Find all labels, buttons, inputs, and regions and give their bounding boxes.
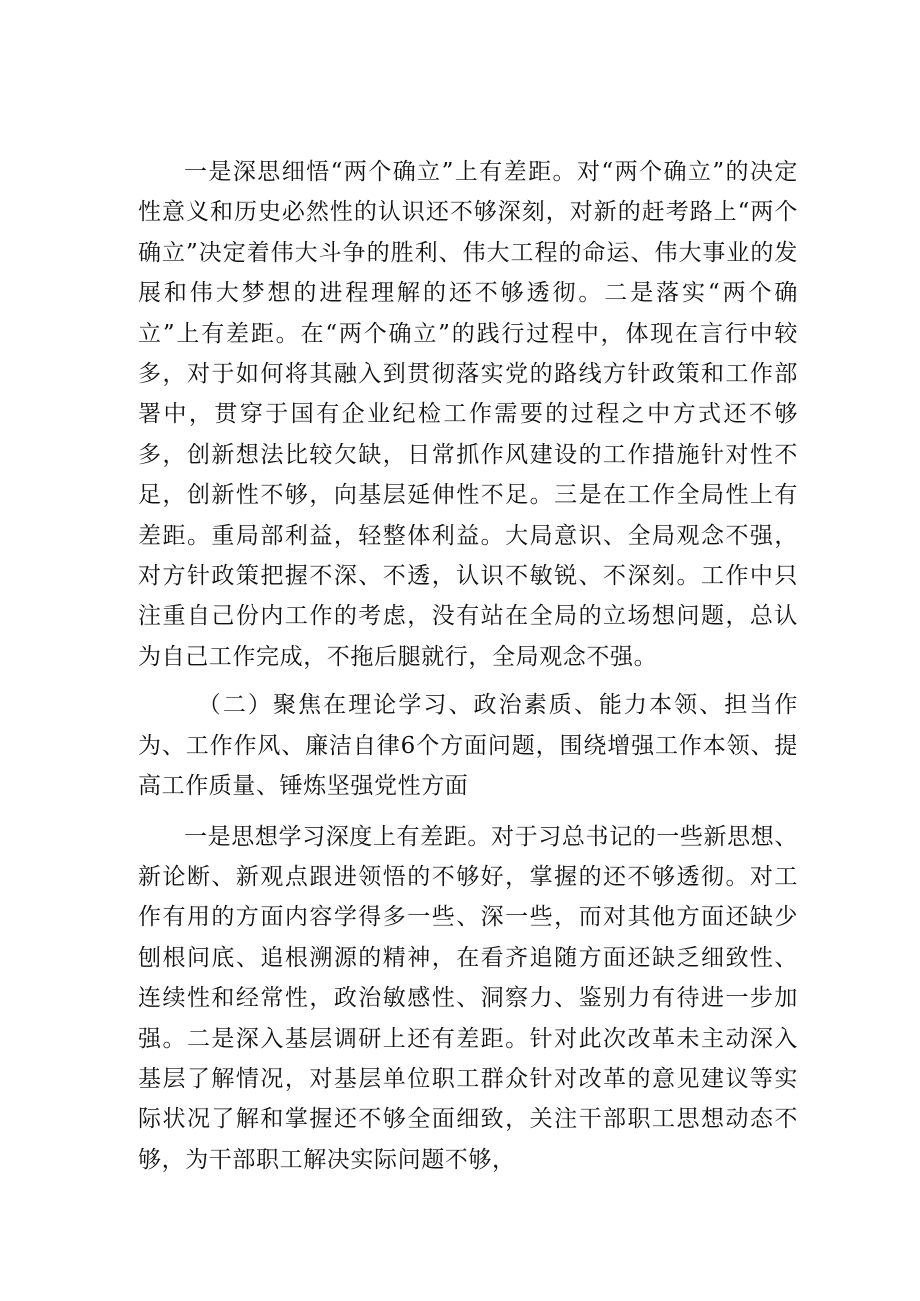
paragraph-study-depth: 一是思想学习深度上有差距。对于习总书记的一些新思想、新论断、新观点跟进领悟的不够好，掌握的还不够透彻。对工作有用的方面内容学得多一些、深一些，而对其他方面还缺少刨根问底、追根溯源的精神，在看齐追随方面还缺乏细致性、连续性和经常性，政治敏感性、洞察力、鉴别力有待进一步加强。二是深入基层调研上还有差距。针对此次改革未主动深入基层了解情况，对基层单位职工群众针对改革的意见建议等实际状况了解和掌握还不够全面细致，关注干部职工思想动态不够，为干部职工解决实际问题不够，: [138, 823, 798, 1173]
section-heading-two: （二）聚焦在理论学习、政治素质、能力本领、担当作为、工作作风、廉洁自律6个方面问题，围绕增强工作本领、提高工作质量、锤炼坚强党性方面: [138, 692, 798, 800]
paragraph-two-establishments: 一是深思细悟“两个确立”上有差距。对“两个确立”的决定性意义和历史必然性的认识还不够深刻，对新的赶考路上“两个确立”决定着伟大斗争的胜利、伟大工程的命运、伟大事业的发展和伟大梦想的进程理解的还不够透彻。二是落实“两个确立”上有差距。在“两个确立”的践行过程中，体现在言行中较多，对于如何将其融入到贯彻落实党的路线方针政策和工作部署中，贯穿于国有企业纪检工作需要的过程之中方式还不够多，创新想法比较欠缺，日常抓作风建设的工作措施针对性不足，创新性不够，向基层延伸性不足。三是在工作全局性上有差距。重局部利益，轻整体利益。大局意识、全局观念不强，对方针政策把握不深、不透，认识不敏锐、不深刻。工作中只注重自己份内工作的考虑，没有站在全局的立场想问题，总认为自己工作完成，不拖后腿就行，全局观念不强。: [138, 159, 798, 670]
document-body: [138, 152, 798, 1180]
